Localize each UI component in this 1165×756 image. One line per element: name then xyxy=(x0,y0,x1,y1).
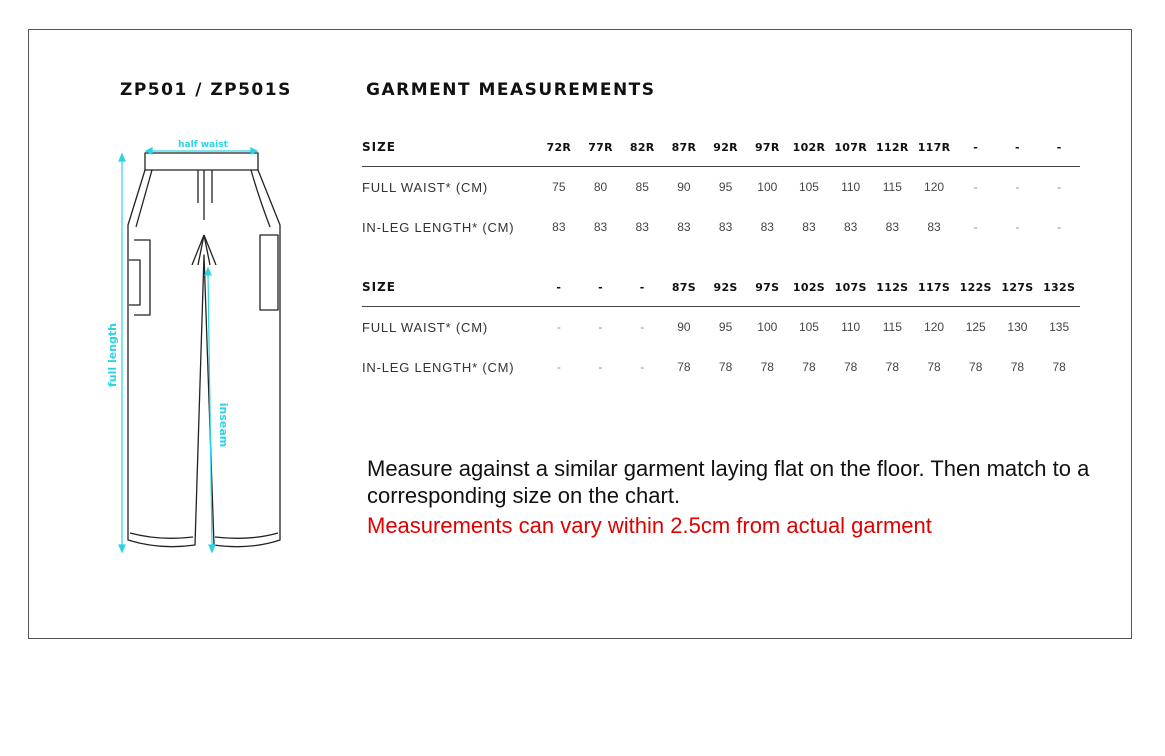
full-waist-row xyxy=(362,167,1080,208)
table-cell: 78 xyxy=(1010,360,1025,374)
size-header-cell: 107R xyxy=(830,128,872,167)
table-cell: - xyxy=(973,220,978,234)
row-label: FULL WAIST* (CM) xyxy=(362,319,488,335)
table-cell: 105 xyxy=(798,320,819,334)
half-waist-label: half waist xyxy=(178,140,228,150)
table-cell: 135 xyxy=(1049,320,1070,334)
table-cell: 83 xyxy=(802,220,816,234)
size-header-cell: 87S xyxy=(663,268,705,307)
size-header-cell: 97S xyxy=(746,268,788,307)
size-header-cell: 117R xyxy=(913,128,955,167)
table-cell: 90 xyxy=(677,320,691,334)
size-header-cell: - xyxy=(955,128,997,167)
table-cell: 83 xyxy=(843,220,858,234)
table-cell: 115 xyxy=(882,180,902,194)
size-header-cell: 107S xyxy=(830,268,872,307)
table-cell: - xyxy=(1015,180,1020,194)
size-header-cell: 127S xyxy=(997,268,1039,307)
in-leg-length-row xyxy=(362,347,1080,387)
table-cell: - xyxy=(1057,220,1062,234)
table-cell: - xyxy=(640,320,645,334)
size-header-cell: 92S xyxy=(705,268,747,307)
in-leg-length-row xyxy=(362,207,1080,247)
table-cell: 78 xyxy=(843,360,858,374)
table-cell: 83 xyxy=(760,220,774,234)
row-label: IN-LEG LENGTH* (CM) xyxy=(362,359,515,375)
size-header-cell: - xyxy=(997,128,1039,167)
table-cell: 78 xyxy=(969,360,983,374)
regular-size-table xyxy=(362,128,1080,247)
table-cell: 78 xyxy=(927,360,941,374)
table-cell: 78 xyxy=(885,360,900,374)
table-cell: - xyxy=(598,360,603,374)
full-waist-row xyxy=(362,307,1080,348)
table-cell: 83 xyxy=(677,220,691,234)
table-cell: 120 xyxy=(924,180,945,194)
size-header-cell: 102S xyxy=(788,268,830,307)
section-title: GARMENT MEASUREMENTS xyxy=(366,80,656,100)
table-cell: 75 xyxy=(552,180,566,194)
size-header-label: SIZE xyxy=(362,128,538,167)
table-cell: 90 xyxy=(677,180,691,194)
size-header-cell: 97R xyxy=(746,128,788,167)
table-cell: 100 xyxy=(757,180,778,194)
table-cell: 83 xyxy=(593,220,608,234)
table-cell: 83 xyxy=(552,220,566,234)
table-cell: 130 xyxy=(1007,320,1028,334)
size-header-cell: 82R xyxy=(621,128,663,167)
product-code: ZP501 / ZP501S xyxy=(120,80,292,100)
measuring-instructions: Measure against a similar garment laying flat on the floor. Then match to a corresponding size on the chart. xyxy=(367,456,1090,508)
table-cell: 125 xyxy=(965,320,986,334)
size-header-cell: 117S xyxy=(913,268,955,307)
table-cell: 115 xyxy=(882,320,902,334)
table-cell: 80 xyxy=(593,180,608,194)
table-cell: 78 xyxy=(718,360,733,374)
table-cell: 110 xyxy=(841,320,861,334)
table-cell: 78 xyxy=(802,360,816,374)
table-cell: - xyxy=(598,320,603,334)
size-header-cell: 77R xyxy=(580,128,622,167)
size-header-cell: 122S xyxy=(955,268,997,307)
size-header-cell: 132S xyxy=(1038,268,1080,307)
size-header-cell: 112R xyxy=(872,128,914,167)
table-cell: 83 xyxy=(927,220,941,234)
table-cell: - xyxy=(640,360,645,374)
table-cell: - xyxy=(556,320,561,334)
table-cell: 95 xyxy=(718,320,733,334)
size-header-cell: - xyxy=(538,268,580,307)
size-header-row xyxy=(362,128,1080,167)
table-cell: 83 xyxy=(885,220,900,234)
size-header-cell: 112S xyxy=(872,268,914,307)
table-cell: 105 xyxy=(798,180,819,194)
stout-size-table xyxy=(362,268,1080,387)
table-cell: 110 xyxy=(841,180,861,194)
size-header-cell: 102R xyxy=(788,128,830,167)
size-header-cell: 92R xyxy=(705,128,747,167)
table-cell: - xyxy=(973,180,978,194)
table-cell: 83 xyxy=(718,220,733,234)
size-header-cell: - xyxy=(1038,128,1080,167)
pants-diagram xyxy=(100,135,300,565)
table-cell: 78 xyxy=(677,360,691,374)
table-cell: 120 xyxy=(924,320,945,334)
size-header-cell: 87R xyxy=(663,128,705,167)
row-label: FULL WAIST* (CM) xyxy=(362,179,488,195)
size-header-cell: 72R xyxy=(538,128,580,167)
table-cell: 83 xyxy=(635,220,649,234)
size-header-label: SIZE xyxy=(362,268,538,307)
inseam-label: inseam xyxy=(217,402,230,448)
table-cell: 78 xyxy=(1052,360,1066,374)
table-cell: 95 xyxy=(718,180,733,194)
size-header-row xyxy=(362,268,1080,307)
row-label: IN-LEG LENGTH* (CM) xyxy=(362,219,515,235)
table-cell: 100 xyxy=(757,320,778,334)
size-header-cell: - xyxy=(621,268,663,307)
table-cell: - xyxy=(556,360,561,374)
measurement-disclaimer: Measurements can vary within 2.5cm from actual garment xyxy=(367,513,932,538)
table-cell: - xyxy=(1057,180,1062,194)
size-header-cell: - xyxy=(580,268,622,307)
table-cell: 85 xyxy=(635,180,649,194)
table-cell: 78 xyxy=(760,360,774,374)
full-length-label: full length xyxy=(106,322,119,388)
table-cell: - xyxy=(1015,220,1020,234)
